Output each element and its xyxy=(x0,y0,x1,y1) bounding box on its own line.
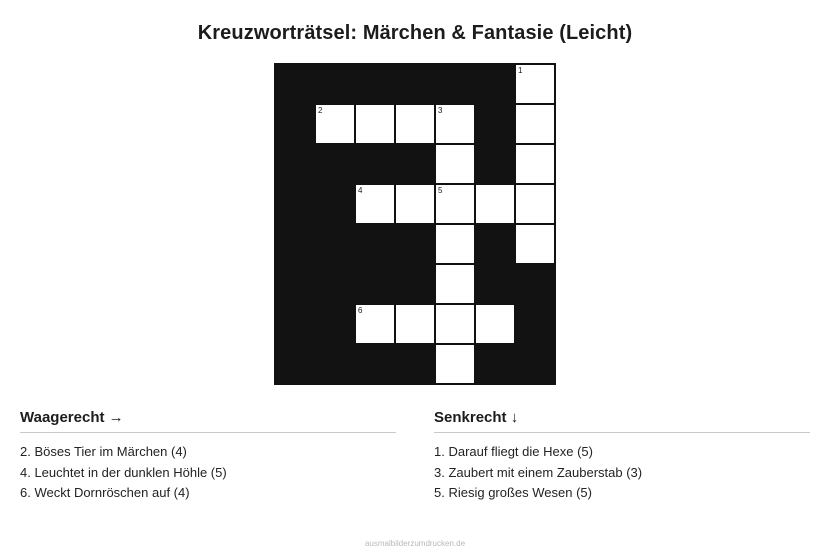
crossword-cell[interactable] xyxy=(355,184,395,224)
clues-down-heading: Senkrecht ↓ xyxy=(434,409,810,433)
crossword-block xyxy=(315,184,355,224)
crossword-block xyxy=(355,224,395,264)
crossword-cell[interactable] xyxy=(435,304,475,344)
crossword-cell[interactable] xyxy=(395,184,435,224)
crossword-block xyxy=(395,64,435,104)
clue-item: 5. Riesig großes Wesen (5) xyxy=(434,485,592,500)
cell-number: 1 xyxy=(518,66,523,75)
crossword-cell[interactable] xyxy=(515,64,555,104)
clue-item: 1. Darauf fliegt die Hexe (5) xyxy=(434,444,593,459)
crossword-cell[interactable] xyxy=(435,184,475,224)
crossword-grid xyxy=(274,63,556,385)
crossword-block xyxy=(475,224,515,264)
crossword-block xyxy=(515,344,555,384)
crossword-cell[interactable] xyxy=(395,104,435,144)
crossword-block xyxy=(475,104,515,144)
crossword-cell[interactable] xyxy=(435,144,475,184)
crossword-block xyxy=(275,344,315,384)
cell-number: 3 xyxy=(438,106,443,115)
clues-across-list xyxy=(20,442,396,504)
crossword-block xyxy=(395,344,435,384)
crossword-block xyxy=(475,144,515,184)
crossword-block xyxy=(275,64,315,104)
clues-across xyxy=(20,409,396,504)
crossword-block xyxy=(355,144,395,184)
crossword-cell[interactable] xyxy=(515,104,555,144)
crossword-block xyxy=(315,224,355,264)
cell-number: 6 xyxy=(358,306,363,315)
clues-down-list xyxy=(434,442,810,504)
clue-item: 2. Böses Tier im Märchen (4) xyxy=(20,444,187,459)
page-title: Kreuzworträtsel: Märchen & Fantasie (Leicht) xyxy=(197,22,633,44)
crossword-cell[interactable] xyxy=(475,184,515,224)
crossword-block xyxy=(315,264,355,304)
crossword-block xyxy=(315,304,355,344)
crossword-block xyxy=(315,144,355,184)
crossword-block xyxy=(515,264,555,304)
crossword-cell[interactable] xyxy=(355,304,395,344)
crossword-block xyxy=(275,144,315,184)
crossword-block xyxy=(395,224,435,264)
crossword-block xyxy=(275,184,315,224)
crossword-block xyxy=(395,144,435,184)
clue-item: 6. Weckt Dornröschen auf (4) xyxy=(20,485,190,500)
clues-section xyxy=(0,409,830,504)
clues-across-heading: Waagerecht → xyxy=(20,409,396,433)
crossword-block xyxy=(435,64,475,104)
cell-number: 4 xyxy=(358,186,363,195)
crossword-block xyxy=(315,344,355,384)
crossword-block xyxy=(275,304,315,344)
crossword-cell[interactable] xyxy=(435,224,475,264)
crossword-block xyxy=(395,264,435,304)
crossword-cell[interactable] xyxy=(515,224,555,264)
crossword-block xyxy=(515,304,555,344)
crossword-cell[interactable] xyxy=(515,144,555,184)
crossword-block xyxy=(275,104,315,144)
clue-item: 3. Zaubert mit einem Zauberstab (3) xyxy=(434,464,643,480)
crossword-block xyxy=(355,344,395,384)
clues-down xyxy=(434,409,810,504)
crossword-cell[interactable] xyxy=(315,104,355,144)
crossword-cell[interactable] xyxy=(435,344,475,384)
crossword-cell[interactable] xyxy=(435,104,475,144)
crossword-cell[interactable] xyxy=(435,264,475,304)
crossword-grid-wrapper xyxy=(0,63,830,385)
crossword-block xyxy=(475,264,515,304)
cell-number: 5 xyxy=(438,186,443,195)
crossword-block xyxy=(275,224,315,264)
crossword-block xyxy=(315,64,355,104)
crossword-block xyxy=(275,264,315,304)
crossword-cell[interactable] xyxy=(475,304,515,344)
crossword-block xyxy=(475,64,515,104)
crossword-cell[interactable] xyxy=(515,184,555,224)
footer-watermark: ausmalbilderzumdrucken.de xyxy=(364,539,466,548)
cell-number: 2 xyxy=(318,106,323,115)
crossword-block xyxy=(355,264,395,304)
crossword-cell[interactable] xyxy=(355,104,395,144)
crossword-cell[interactable] xyxy=(395,304,435,344)
clue-item: 4. Leuchtet in der dunklen Höhle (5) xyxy=(20,464,227,480)
crossword-block xyxy=(355,64,395,104)
crossword-block xyxy=(475,344,515,384)
